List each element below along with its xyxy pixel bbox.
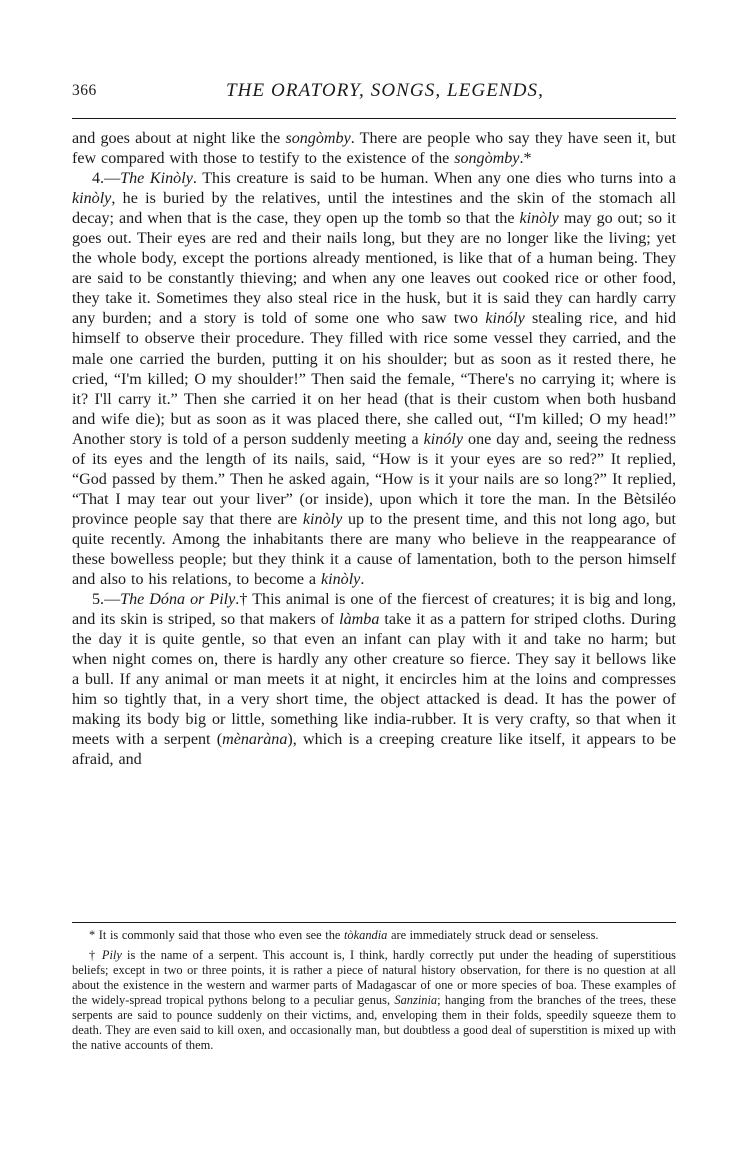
paragraph-section-5-dona-pily bbox=[72, 590, 676, 770]
text-run: is the name of a serpent. This account is, I think, hardly correctly put under the heading of superstitious beliefs; except in two or three points, it is rather a piece of natural history observation, for there is no question at all about the existence in the western and warmer parts of Madagascar of one or more species of boa. These examples of the widely-spread tropical pythons belong to a peculiar genus, bbox=[72, 948, 676, 1007]
text-run: may go out; so it goes out. Their eyes are red and their nails long, but they are no longer like the living; yet the whole body, except the portions already mentioned, is like that of a human being. They are said to be constantly thieving; and when any one leaves out cooked rice or other food, they take it. Sometimes they also steal rice in the husk, but it is said they can hardly carry any burden; and a story is told of some one who saw two bbox=[72, 210, 676, 328]
italic-term: làmba bbox=[339, 611, 380, 629]
scanned-page bbox=[72, 0, 676, 1170]
italic-term: kinóly bbox=[485, 310, 525, 328]
header-rule bbox=[72, 118, 676, 119]
running-head-title: THE ORATORY, SONGS, LEGENDS, bbox=[226, 80, 544, 101]
text-run: and goes about at night like the bbox=[72, 130, 286, 147]
italic-term: kinòly bbox=[321, 571, 361, 589]
paragraph-section-4-kinoly bbox=[72, 169, 676, 590]
italic-term: songòmby bbox=[454, 150, 520, 168]
italic-term: kinóly bbox=[423, 430, 463, 448]
italic-term: tòkandia bbox=[343, 928, 388, 942]
italic-term: kinòly bbox=[302, 510, 343, 528]
page-header bbox=[72, 80, 676, 106]
text-run: . This creature is said to be human. When any one dies who turns into a bbox=[192, 170, 676, 188]
body-text-column bbox=[72, 129, 676, 771]
footnote-asterisk bbox=[72, 928, 676, 943]
text-run: 5.— bbox=[92, 591, 121, 609]
text-run: .* bbox=[519, 150, 532, 168]
italic-term: The Dóna or Pily bbox=[120, 591, 236, 609]
text-run: one day and, seeing the redness of its eyes and the length of its nails, said, “How is it your eyes are so red?” It replied, “God passed by them.” Then he asked again, “How is it your nails are so long?” It replied, “That I may tear out your liver” (or inside), upon which it tore the man. In the Bètsiléo province people say that there are bbox=[72, 430, 676, 528]
italic-term: songòmby bbox=[285, 130, 351, 147]
text-run: ; hanging from the branches of the trees, these serpents are said to pounce suddenly on their victims, and, enveloping them in their folds, speedily squeeze them to death. They are even said to kill oxen, and occasionally man, but doubtless a good deal of superstition is mixed up with the native accounts of them. bbox=[72, 993, 676, 1052]
text-run: take it as a pattern for striped cloths. During the day it is quite gentle, so that even an infant can play with it and take no harm; but when night comes on, there is hardly any other creature so fierce. They say it bellows like a bull. If any animal or man meets it at night, it encircles him at the loins and compresses him so tightly that, in a very short time, the object attacked is dead. It has the power of making its body big or little, something like india-rubber. It is very crafty, so that when it meets with a serpent ( bbox=[72, 611, 676, 749]
folio-number: 366 bbox=[72, 82, 97, 99]
text-run: 4.— bbox=[92, 170, 121, 188]
italic-term: mènaràna bbox=[222, 731, 288, 749]
text-run: .† This animal is one of the fiercest of creatures; it is big and long, and its skin is striped, so that makers of bbox=[72, 591, 676, 629]
italic-term: The Kinòly bbox=[120, 170, 193, 188]
footnote-separator-rule bbox=[72, 922, 676, 923]
text-run: * It is commonly said that those who even see the bbox=[89, 928, 344, 942]
text-run: stealing rice, and hid himself to observe their procedure. They filled with rice some vessel they carried, and the male one carried the burden, putting it on his shoulder; but as soon as it rested there, he cried, “I'm killed; O my shoulder!” Then said the female, “There's no carrying it; where is it? I'll carry it.” Then she carried it on her head (that is their custom when both husband and wife die); but as soon as it was placed there, she called out, “I'm killed; O my head!” Another story is told of a person suddenly meeting a bbox=[72, 310, 676, 448]
text-run: are immediately struck dead or senseless. bbox=[387, 928, 599, 942]
footnotes-block bbox=[72, 928, 676, 1053]
paragraph-continued-songomby bbox=[72, 129, 676, 169]
text-run: . There are people who say they have seen it, but few compared with those to testify to the existence of the bbox=[72, 130, 676, 168]
footnote-dagger bbox=[72, 948, 676, 1053]
text-run: ), which is a creeping creature like itself, it appears to be afraid, and bbox=[72, 731, 676, 769]
italic-term: Pily bbox=[101, 948, 122, 962]
italic-term: kinòly bbox=[519, 210, 559, 228]
text-run: . bbox=[360, 571, 365, 589]
text-run: † bbox=[89, 948, 102, 962]
text-run: , he is buried by the relatives, until the intestines and the skin of the stomach all decay; and when that is the case, they open up the tomb so that the bbox=[72, 190, 676, 228]
italic-term: Sanzinia bbox=[394, 993, 438, 1007]
italic-term: kinòly bbox=[72, 190, 112, 208]
text-run: up to the present time, and this not long ago, but quite recently. Among the inhabitants there are many who believe in the reappearance of these bowelless people; but they think it a cause of lamentation, both to the person himself and also to his relations, to become a bbox=[72, 510, 676, 589]
